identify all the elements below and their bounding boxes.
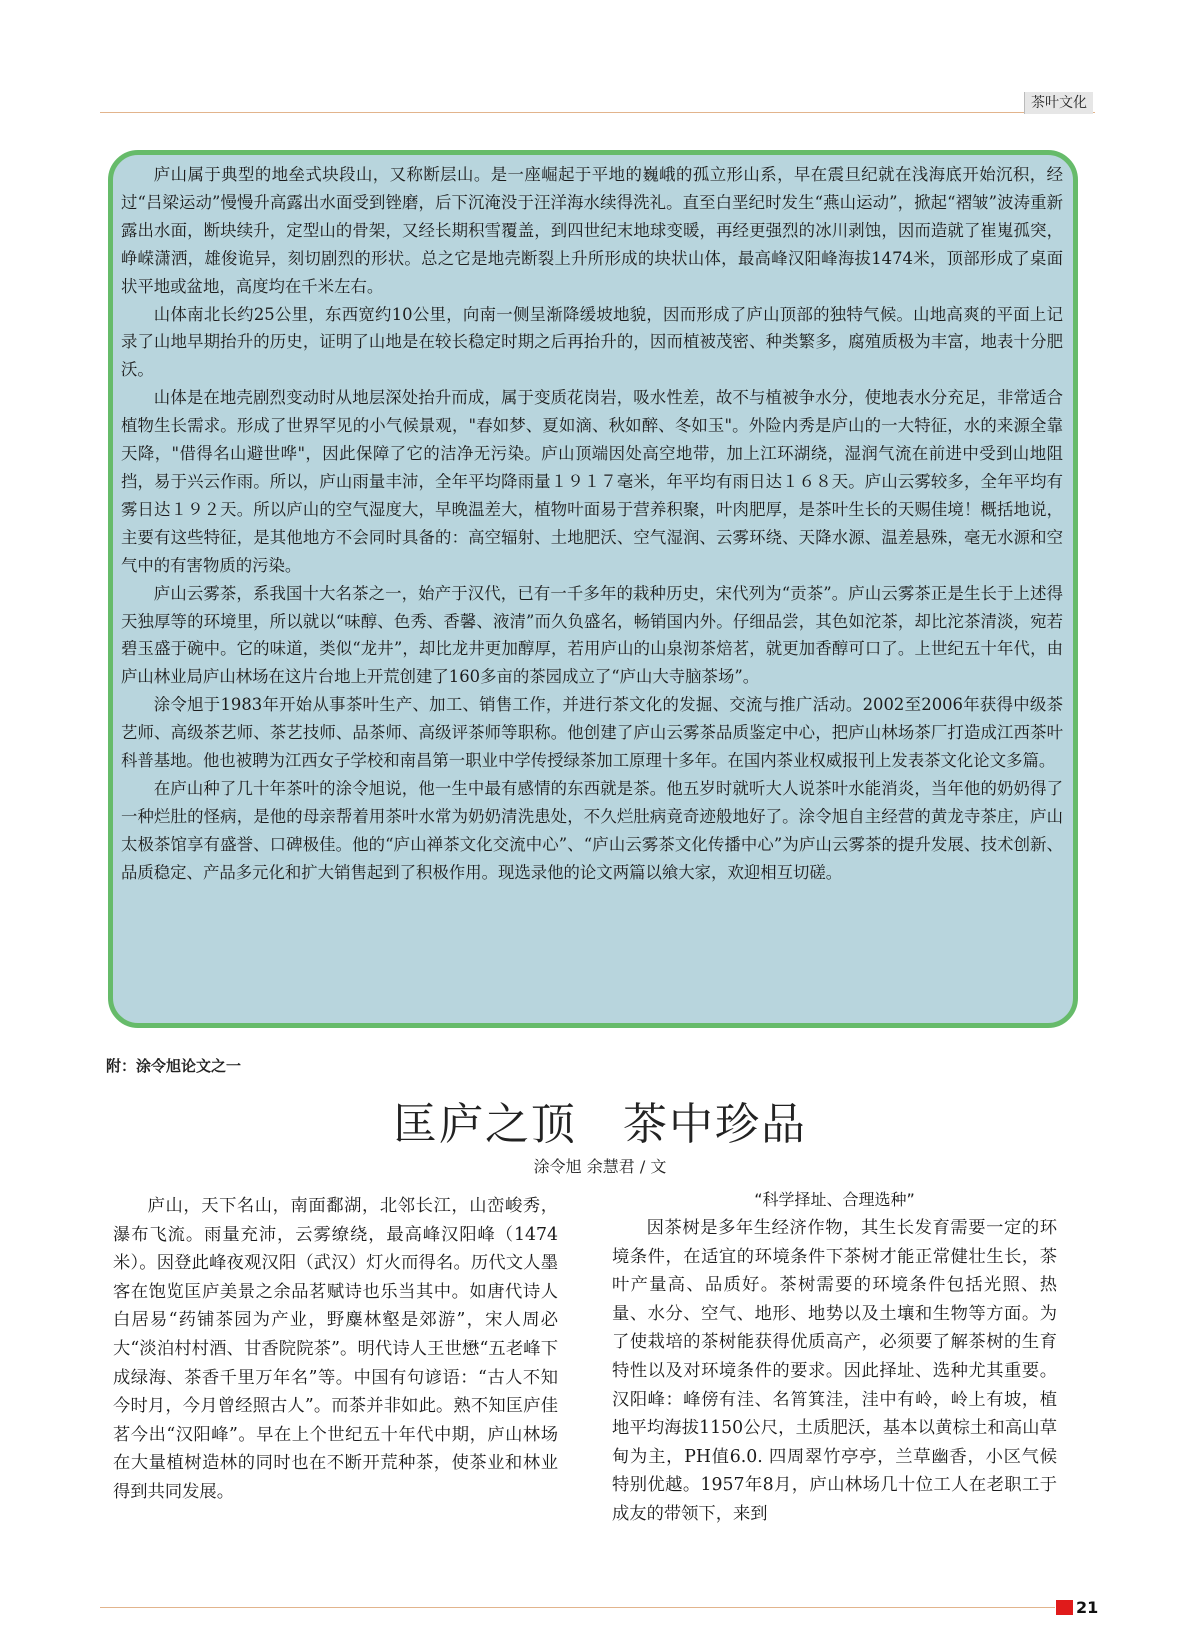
article-author: 涂令旭 余慧君 / 文 (533, 1157, 667, 1176)
intro-paragraph-5: 涂令旭于1983年开始从事茶叶生产、加工、销售工作，并进行茶文化的发掘、交流与推广活动。2002至2006年获得中级茶艺师、高级茶艺师、茶艺技师、品茶师、高级评茶师等职称。他创建了庐山云雾茶品质鉴定中心，把庐山林场茶厂打造成江西茶叶科普基地。他也被聘为江西女子学校和南昌第一职业中学传授绿茶加工原理十多年。在国内茶业权威报刊上发表茶文化论文多篇。 (121, 695, 1063, 771)
attachment-label: 附：涂令旭论文之一 (106, 1057, 242, 1075)
article-right-column (612, 1188, 1057, 1529)
article-title: 匡庐之顶 茶中珍品 (393, 1099, 807, 1150)
page-number: 21 (1056, 1598, 1098, 1618)
intro-paragraph-4: 庐山云雾茶，系我国十大名茶之一，始产于汉代，已有一千多年的栽种历史，宋代列为“贡茶”。庐山云雾茶正是生长于上述得天独厚等的环境里，所以就以“味醇、色秀、香馨、液清”而久负盛名，畅销国内外。仔细品尝，其色如沱茶，却比沱茶清淡，宛若碧玉盛于碗中。它的味道，类似“龙井”，却比龙井更加醇厚，若用庐山的山泉沏茶焙茗，就更加香醇可口了。上世纪五十年代，由庐山林业局庐山林场在这片台地上开荒创建了160多亩的茶园成立了“庐山大寺脑茶场”。 (121, 583, 1063, 687)
right-column-paragraph: 因茶树是多年生经济作物，其生长发育需要一定的环境条件，在适宜的环境条件下茶树才能正常健壮生长，茶叶产量高、品质好。茶树需要的环境条件包括光照、热量、水分、空气、地形、地势以及土壤和生物等方面。为了使栽培的茶树能获得优质高产，必须要了解茶树的生育特性以及对环境条件的要求。因此择址、选种尤其重要。汉阳峰：峰傍有洼、名筲箕洼，洼中有岭，岭上有坡，植地平均海拔1150公尺，土质肥沃，基本以黄棕土和高山草甸为主，PH值6.0. 四周翠竹亭亭，兰草幽香，小区气候特别优越。1957年8月，庐山林场几十位工人在老职工于成友的带领下，来到 (612, 1218, 1057, 1524)
article-left-column (113, 1192, 558, 1507)
intro-paragraph-2: 山体南北长约25公里，东西宽约10公里，向南一侧呈渐降缓坡地貌，因而形成了庐山顶部的独特气候。山地高爽的平面上记录了山地早期抬升的历史，证明了山地是在较长稳定时期之后再抬升的，因而植被茂密、种类繁多，腐殖质极为丰富，地表十分肥沃。 (121, 304, 1063, 380)
left-column-paragraph: 庐山，天下名山，南面鄱湖，北邻长江，山峦峻秀，瀑布飞流。雨量充沛，云雾缭绕，最高峰汉阳峰（1474米）。因登此峰夜观汉阳（武汉）灯火而得名。历代文人墨客在饱览匡庐美景之余品茗赋诗也乐当其中。如唐代诗人白居易“药铺茶园为产业，野麋林壑是郊游”，宋人周必大“淡泊村村酒、甘香院院茶”。明代诗人王世懋“五老峰下成绿海、茶香千里万年名”等。中国有句谚语：“古人不知今时月，今月曾经照古人”。而茶并非如此。熟不知匡庐佳茗今出“汉阳峰”。早在上个世纪五十年代中期，庐山林场在大量植树造林的同时也在不断开荒种茶，使茶业和林业得到共同发展。 (113, 1196, 558, 1502)
intro-text-box (108, 150, 1078, 1028)
intro-paragraph-3: 山体是在地壳剧烈变动时从地层深处抬升而成，属于变质花岗岩，吸水性差，故不与植被争水分，使地表水分充足，非常适合植物生长需求。形成了世界罕见的小气候景观，"春如梦、夏如滴、秋如醉、冬如玉"。外险内秀是庐山的一大特征，水的来源全靠天降，"借得名山避世哗"，因此保障了它的洁净无污染。庐山顶端因处高空地带，加上江环湖绕，湿润气流在前进中受到山地阻挡，易于兴云作雨。所以，庐山雨量丰沛，全年平均降雨量１９１７毫米，年平均有雨日达１６８天。庐山云雾较多，全年平均有雾日达１９２天。所以庐山的空气湿度大，早晚温差大，植物叶面易于营养积聚，叶肉肥厚，是茶叶生长的天赐佳境！概括地说，主要有这些特征，是其他地方不会同时具备的：高空辐射、土地肥沃、空气湿润、云雾环绕、天降水源、温差悬殊，毫无水源和空气中的有害物质的污染。 (121, 388, 1063, 575)
intro-paragraph-1: 庐山属于典型的地垒式块段山，又称断层山。是一座崛起于平地的巍峨的孤立形山系，早在震旦纪就在浅海底开始沉积，经过“吕梁运动”慢慢升高露出水面受到锉磨，后下沉淹没于汪洋海水续得洗礼。直至白垩纪时发生“燕山运动”，掀起“褶皱”波涛重新露出水面，断块续升，定型山的骨架，又经长期积雪覆盖，到四世纪末地球变暖，再经更强烈的冰川剥蚀，因而造就了崔嵬孤突，峥嵘潇洒，雄俊诡异，刻切剧烈的形状。总之它是地壳断裂上升所形成的块状山体，最高峰汉阳峰海拔1474米，顶部形成了桌面状平地或盆地，高度均在千米左右。 (121, 165, 1063, 296)
header-rule (100, 112, 1095, 113)
section-tab: 茶叶文化 (1024, 92, 1093, 114)
intro-paragraph-6: 在庐山种了几十年茶叶的涂令旭说，他一生中最有感情的东西就是茶。他五岁时就听大人说茶叶水能消炎，当年他的奶奶得了一种烂肚的怪病，是他的母亲帮着用茶叶水常为奶奶清洗患处，不久烂肚病竟奇迹般地好了。涂令旭自主经营的黄龙寺茶庄，庐山太极茶馆享有盛誉、口碑极佳。他的“庐山禅茶文化交流中心”、“庐山云雾茶文化传播中心”为庐山云雾茶的提升发展、技术创新、品质稳定、产品多元化和扩大销售起到了积极作用。现选录他的论文两篇以飨大家，欢迎相互切磋。 (121, 778, 1063, 882)
footer-rule (100, 1607, 1055, 1608)
right-column-subheading: “科学择址、合理选种” (754, 1190, 915, 1209)
